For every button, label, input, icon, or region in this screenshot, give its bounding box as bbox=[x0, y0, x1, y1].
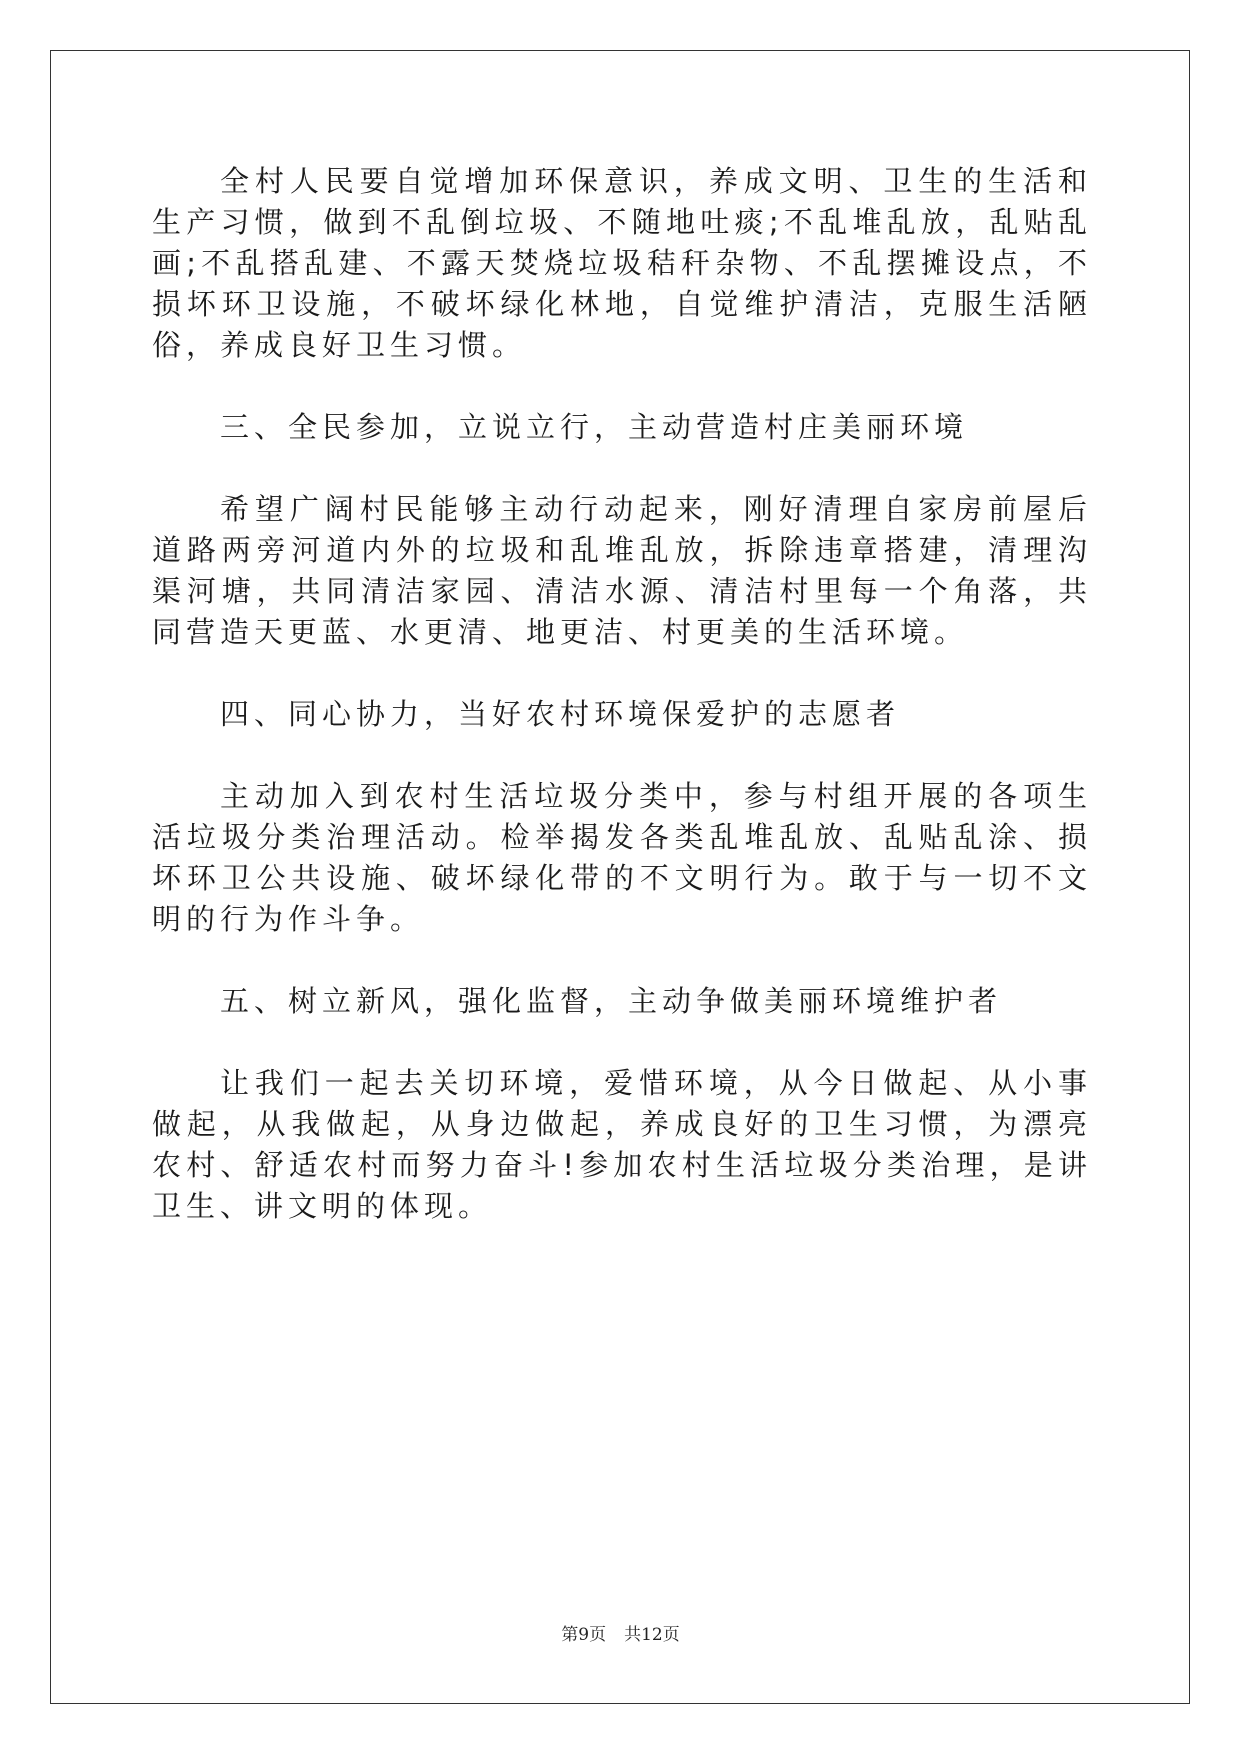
paragraph-1: 全村人民要自觉增加环保意识，养成文明、卫生的生活和生产习惯，做到不乱倒垃圾、不随地吐痰;不乱堆乱放，乱贴乱画;不乱搭乱建、不露天焚烧垃圾秸秆杂物、不乱摆摊设点，不损坏环卫设施，不破坏绿化林地，自觉维护清洁，克服生活陋俗，养成良好卫生习惯。 bbox=[152, 164, 1092, 362]
section-heading-5: 五、树立新风，强化监督，主动争做美丽环境维护者 bbox=[220, 984, 1003, 1018]
page-footer bbox=[0, 1620, 1241, 1645]
page-number: 第9页 bbox=[561, 1625, 607, 1645]
section-heading-4: 四、同心协力，当好农村环境保爱护的志愿者 bbox=[220, 697, 901, 731]
section-heading-3: 三、全民参加，立说立行，主动营造村庄美丽环境 bbox=[220, 410, 969, 444]
paragraph-4: 让我们一起去关切环境，爱惜环境，从今日做起、从小事做起，从我做起，从身边做起，养成良好的卫生习惯，为漂亮农村、舒适农村而努力奋斗!参加农村生活垃圾分类治理，是讲卫生、讲文明的体现。 bbox=[152, 1066, 1092, 1223]
page-total: 共12页 bbox=[624, 1625, 680, 1645]
paragraph-2: 希望广阔村民能够主动行动起来，刚好清理自家房前屋后道路两旁河道内外的垃圾和乱堆乱放，拆除违章搭建，清理沟渠河塘，共同清洁家园、清洁水源、清洁村里每一个角落，共同营造天更蓝、水更清、地更洁、村更美的生活环境。 bbox=[152, 492, 1092, 649]
paragraph-3: 主动加入到农村生活垃圾分类中，参与村组开展的各项生活垃圾分类治理活动。检举揭发各类乱堆乱放、乱贴乱涂、损坏环卫公共设施、破坏绿化带的不文明行为。敢于与一切不文明的行为作斗争。 bbox=[152, 779, 1092, 936]
document-body bbox=[152, 161, 1092, 1227]
